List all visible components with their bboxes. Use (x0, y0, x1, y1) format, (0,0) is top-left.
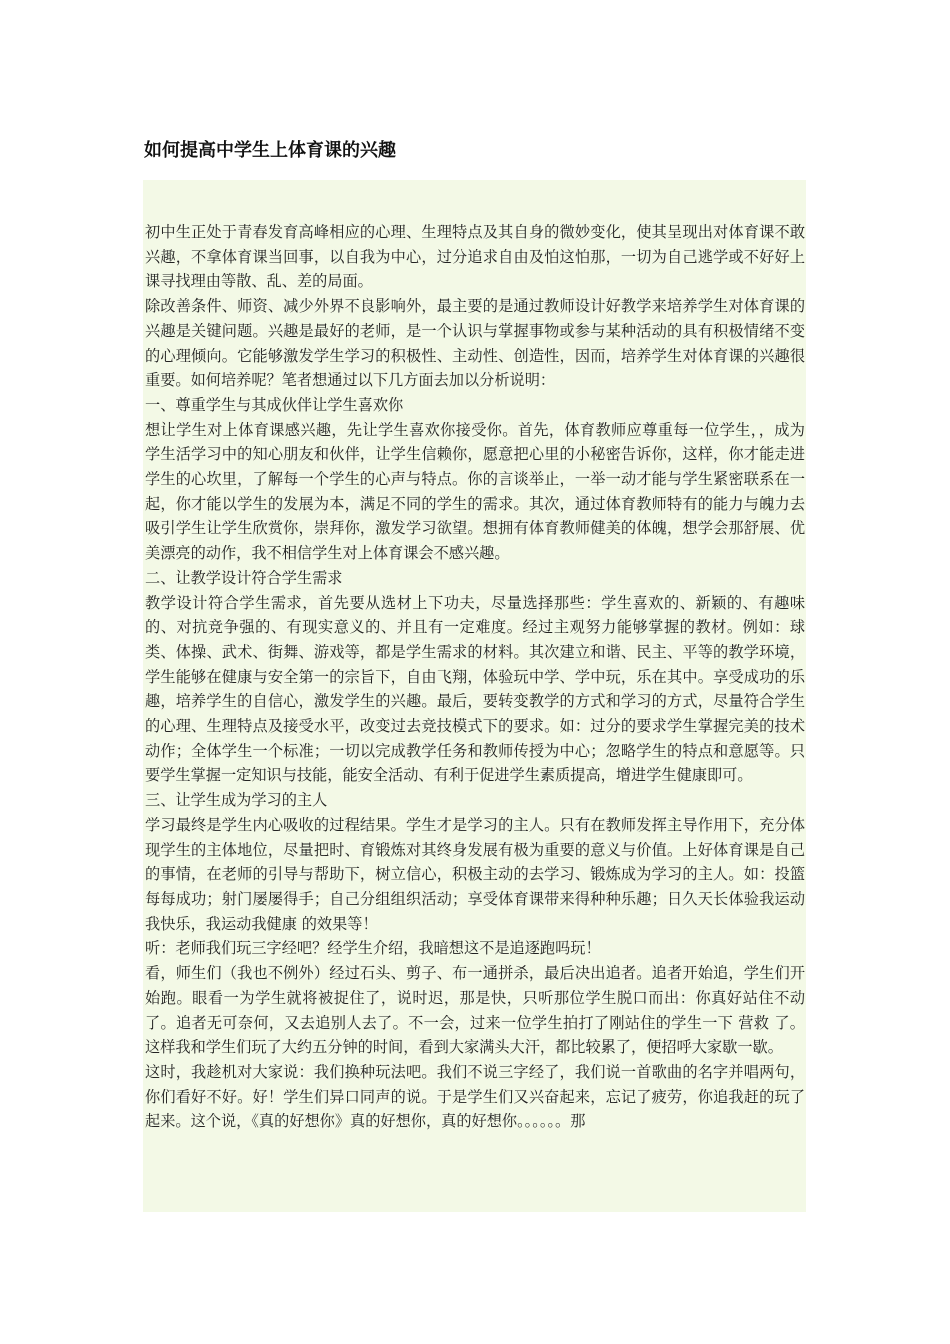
paragraph-look: 看，师生们（我也不例外）经过石头、剪子、布一通拼杀，最后决出追者。追者开始追，学生们开始跑。眼看一为学生就将被捉住了，说时迟，那是快，只听那位学生脱口而出：你真好站住不动了。追者无可奈何，又去追别人去了。不一会，过来一位学生拍打了刚站住的学生一下 营救 了。这样我和学生们玩了大约五分钟的时间，看到大家满头大汗，都比较累了，便招呼大家歇一歇。 (145, 964, 805, 1057)
paragraph-section-1: 想让学生对上体育课感兴趣，先让学生喜欢你接受你。首先，体育教师应尊重每一位学生，，成为学生活学习中的知心朋友和伙伴，让学生信赖你，愿意把心里的小秘密告诉你，这样，你才能走进学生的心坎里，了解每一个学生的心声与特点。你的言谈举止，一举一动才能与学生紧密联系在一起，你才能以学生的发展为本，满足不同的学生的需求。其次，通过体育教师特有的能力与魄力去吸引学生让学生欣赏你，崇拜你，激发学习欲望。想拥有体育教师健美的体魄，想学会那舒展、优美漂亮的动作，我不相信学生对上体育课会不感兴趣。 (145, 420, 805, 563)
paragraph-section-3: 学习最终是学生内心吸收的过程结果。学生才是学习的主人。只有在教师发挥主导作用下，充分体现学生的主体地位，尽量把时、育锻炼对其终身发展有极为重要的意义与价值。上好体育课是自己的事情，在老师的引导与帮助下，树立信心，积极主动的去学习、锻炼成为学习的主人。如：投篮每每成功；射门屡屡得手；自己分组组织活动；享受体育课带来得种种乐趣；日久天长体验我运动我快乐，我运动我健康 的效果等！ (145, 815, 805, 933)
section-heading-2: 二、让教学设计符合学生需求 (145, 568, 343, 587)
paragraph-then: 这时，我趁机对大家说：我们换种玩法吧。我们不说三字经了，我们说一首歌曲的名字并唱两句，你们看好不好。好！学生们异口同声的说。于是学生们又兴奋起来，忘记了疲劳，你追我赶的玩了起来。这个说，《真的好想你》真的好想你，真的好想你。。。。。。那 (145, 1062, 805, 1131)
content-box (143, 180, 806, 1212)
content-body (145, 220, 805, 1134)
paragraph-intro: 初中生正处于青春发育高峰相应的心理、生理特点及其自身的微妙变化，使其呈现出对体育课不敢兴趣，不拿体育课当回事，以自我为中心，过分追求自由及怕这怕那，一切为自己逃学或不好好上课寻找理由等散、乱、差的局面。 (145, 223, 805, 291)
paragraph-listen: 听：老师我们玩三字经吧？经学生介绍，我暗想这不是追逐跑吗玩！ (145, 939, 601, 958)
paragraph-section-2: 教学设计符合学生需求，首先要从选材上下功夫，尽量选择那些：学生喜欢的、新颖的、有趣味的、对抗竞争强的、有现实意义的、并且有一定难度。经过主观努力能够掌握的教材。例如：球类、体操、武术、街舞、游戏等，都是学生需求的材料。其次建立和谐、民主、平等的教学环境，学生能够在健康与安全第一的宗旨下，自由飞翔，体验玩中学、学中玩，乐在其中。享受成功的乐趣，培养学生的自信心，激发学生的兴趣。最后，要转变教学的方式和学习的方式，尽量符合学生的心理、生理特点及接受水平，改变过去竞技模式下的要求。如：过分的要求学生掌握完美的技术动作；全体学生一个标准；一切以完成教学任务和教师传授为中心；忽略学生的特点和意愿等。只要学生掌握一定知识与技能，能安全活动、有利于促进学生素质提高，增进学生健康即可。 (145, 593, 805, 785)
document-title: 如何提高中学生上体育课的兴趣 (144, 140, 396, 161)
paragraph-overview: 除改善条件、师资、减少外界不良影响外，最主要的是通过教师设计好教学来培养学生对体育课的兴趣是关键问题。兴趣是最好的老师，是一个认识与掌握事物或参与某种活动的具有积极情绪不变的心理倾向。它能够激发学生学习的积极性、主动性、创造性，因而，培养学生对体育课的兴趣很重要。如何培养呢？笔者想通过以下几方面去加以分析说明： (145, 297, 805, 390)
section-heading-3: 三、让学生成为学习的主人 (145, 791, 328, 810)
section-heading-1: 一、尊重学生与其成伙伴让学生喜欢你 (145, 395, 404, 414)
